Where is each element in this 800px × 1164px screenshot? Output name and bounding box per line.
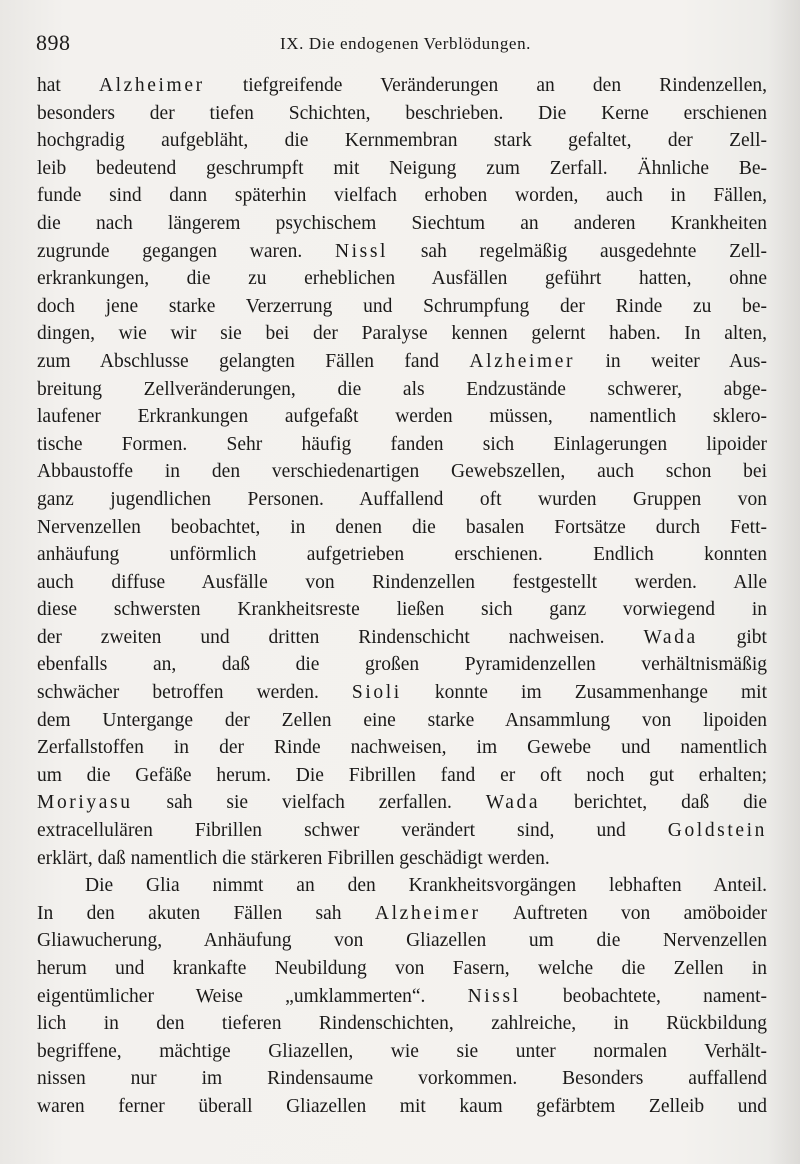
text-segment: berichtet, daß die [540,792,767,814]
text-segment: Nervenzellen beobachtet, in denen die basalen Fortsätze durch Fett- [37,516,767,538]
text-line [37,265,767,293]
spaced-author-name: Alzheimer [469,350,576,372]
text-segment: Gliawucherung, Anhäufung von Gliazellen um die Nervenzellen [37,930,767,952]
spaced-author-name: Alzheimer [98,75,205,96]
text-segment: Abbaustoffe in den verschiedenartigen Gewebszellen, auch schon bei [37,461,767,483]
text-line [37,1065,767,1093]
text-segment: erkrankungen, die zu erheblichen Ausfällen geführt hatten, ohne [37,268,767,290]
text-segment: Zerfallstoffen in der Rinde nachweisen, im Gewebe und namentlich [37,737,767,759]
text-segment: herum und krankafte Neubildung von Fasern, welche die Zellen in [37,958,767,979]
text-segment: gibt [697,626,767,648]
text-segment: breitung Zellveränderungen, die als Endzustände schwerer, abge- [37,378,767,400]
text-line [37,127,767,155]
text-segment: hochgradig aufgebläht, die Kernmembran stark gefaltet, der Zell- [37,130,767,152]
text-segment: dingen, wie wir sie bei der Paralyse kennen gelernt haben. In alten, [37,323,767,345]
text-segment: doch jene starke Verzerrung und Schrumpfung der Rinde zu be- [37,295,767,317]
text-segment: zugrunde gegangen waren. [37,240,335,262]
text-segment: dem Untergange der Zellen eine starke Ansammlung von lipoiden [37,709,767,731]
text-segment: tische Formen. Sehr häufig fanden sich Einlagerungen lipoider [37,433,767,455]
running-head: IX. Die endogenen Verblödungen. [280,34,532,53]
text-line [37,238,767,266]
text-segment: waren ferner überall Gliazellen mit kaum gefärbtem Zelleib und [37,1095,767,1117]
text-line [37,514,767,542]
text-line [37,403,767,431]
text-line [37,486,767,514]
text-segment: um die Gefäße herum. Die Fibrillen fand er oft noch gut erhalten; [37,764,767,786]
text-segment: der zweiten und dritten Rindenschicht nachweisen. [37,626,644,648]
text-line [37,707,767,735]
text-line [37,348,767,376]
text-line [37,458,767,486]
text-segment: Die Glia nimmt an den Krankheitsvorgängen lebhaften Anteil. [85,875,767,897]
text-segment: diese schwersten Krankheitsreste ließen sich ganz vorwiegend in [37,599,767,621]
text-segment: nissen nur im Rindensaume vorkommen. Besonders auffallend [37,1068,767,1090]
text-segment: funde sind dann späterhin vielfach erhoben worden, auch in Fällen, [37,185,767,207]
text-line [37,376,767,404]
text-line [37,182,767,210]
text-segment: auch diffuse Ausfälle von Rindenzellen festgestellt werden. Alle [37,571,767,593]
spaced-author-name: Nissl [467,985,521,1007]
page-number: 898 [36,30,71,55]
text-line [37,1093,767,1121]
text-segment: Auftreten von amöboider [480,902,767,924]
text-segment: ganz jugendlichen Personen. Auffallend oft wurden Gruppen von [37,488,767,510]
spaced-author-name: Alzheimer [374,902,481,924]
text-line [37,293,767,321]
text-line [37,596,767,624]
text-segment: anhäufung unförmlich aufgetrieben erschienen. Endlich konnten [37,544,767,566]
text-line [37,872,767,900]
text-segment: schwächer betroffen werden. [37,682,352,704]
text-segment: begriffene, mächtige Gliazellen, wie sie unter normalen Verhält- [37,1040,767,1062]
spaced-author-name: Nissl [334,240,389,262]
text-line [37,431,767,459]
text-segment: konnte im Zusammenhange mit [401,682,767,704]
text-line [37,679,767,707]
text-segment: eigentümlicher Weise „umklammerten“. [37,985,468,1007]
page-header [36,28,766,60]
text-segment: lich in den tieferen Rindenschichten, zahlreiche, in Rückbildung [37,1013,767,1035]
text-segment: extracellulären Fibrillen schwer verändert sind, und [37,820,668,842]
text-segment: in weiter Aus- [575,350,767,372]
text-segment: ebenfalls an, daß die großen Pyramidenzellen verhältnismäßig [37,654,767,676]
text-line [37,762,767,790]
text-segment: tiefgreifende Veränderungen an den Rindenzellen, [204,75,767,96]
text-segment: laufener Erkrankungen aufgefaßt werden müssen, namentlich sklero- [37,406,767,428]
text-segment: leib bedeutend geschrumpft mit Neigung zum Zerfall. Ähnliche Be- [37,157,767,179]
text-line [37,320,767,348]
text-segment: In den akuten Fällen sah [37,902,375,924]
text-segment: erklärt, daß namentlich die stärkeren Fibrillen geschädigt werden. [37,847,550,869]
text-segment: die nach längerem psychischem Siechtum an anderen Krankheiten [37,212,767,234]
text-line [37,734,767,762]
text-line [37,624,767,652]
text-segment: zum Abschlusse gelangten Fällen fand [37,350,470,372]
text-line [37,72,767,100]
text-line [37,789,767,817]
text-line [37,900,767,928]
text-line [37,651,767,679]
spaced-author-name: Goldstein [667,820,767,842]
spaced-author-name: Sioli [351,682,402,704]
spaced-author-name: Moriyasu [37,792,133,814]
text-line [37,100,767,128]
spaced-author-name: Wada [485,792,541,814]
text-segment: hat [37,75,99,96]
text-line [37,983,767,1011]
text-line [37,1038,767,1066]
text-segment: besonders der tiefen Schichten, beschrieben. Die Kerne erschienen [37,102,767,124]
text-segment: sah sie vielfach zerfallen. [132,792,486,814]
body-text [37,72,767,1121]
text-line [37,927,767,955]
text-line [37,1010,767,1038]
text-segment: beobachtete, nament- [520,985,767,1007]
text-line [37,817,767,845]
text-line [37,569,767,597]
text-line [37,541,767,569]
spaced-author-name: Wada [643,626,698,648]
text-line [37,210,767,238]
text-line [37,955,767,983]
text-segment: sah regelmäßig ausgedehnte Zell- [388,240,767,262]
text-line [37,845,767,873]
text-line [37,155,767,183]
